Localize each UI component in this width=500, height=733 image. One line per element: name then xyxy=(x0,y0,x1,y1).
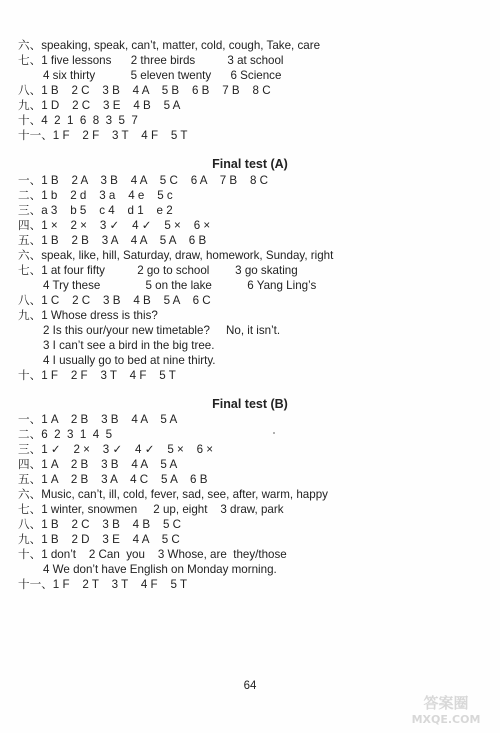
answer-line: 四、1 A 2 B 3 B 4 A 5 A xyxy=(18,458,178,471)
answer-line: 九、1 B 2 D 3 E 4 A 5 C xyxy=(18,533,180,546)
answer-line: 十一、1 F 2 T 3 T 4 F 5 T xyxy=(18,578,188,591)
answer-line: 4 We don’t have English on Monday morning. xyxy=(43,563,277,576)
answer-line: 2 Is this our/your new timetable? No, it isn’t. xyxy=(43,324,281,337)
answer-line: 4 Try these 5 on the lake 6 Yang Ling’s xyxy=(43,279,317,292)
answer-line: 一、1 B 2 A 3 B 4 A 5 C 6 A 7 B 8 C xyxy=(18,174,269,187)
answer-line: 二、6 2 3 1 4 5 xyxy=(18,428,113,441)
answer-line: 八、1 C 2 C 3 B 4 B 5 A 6 C xyxy=(18,294,211,307)
answer-line: 六、speak, like, hill, Saturday, draw, homework, Sunday, right xyxy=(18,249,334,262)
watermark-text-top: 答案圈 xyxy=(423,694,469,712)
answer-line: 七、1 winter, snowmen 2 up, eight 3 draw, park xyxy=(18,503,284,516)
answer-line: 十、1 don’t 2 Can you 3 Whose, are they/those xyxy=(18,548,287,561)
final-test-b-heading: Final test (B) xyxy=(212,397,288,411)
answer-line: 八、1 B 2 C 3 B 4 B 5 C xyxy=(18,518,182,531)
answer-line: 五、1 A 2 B 3 A 4 C 5 A 6 B xyxy=(18,473,208,486)
answer-line: 三、1 ✓ 2 × 3 ✓ 4 ✓ 5 × 6 × xyxy=(18,443,214,456)
speck-dot xyxy=(273,432,275,434)
answer-line: 4 I usually go to bed at nine thirty. xyxy=(43,354,216,367)
answer-line: 十一、1 F 2 F 3 T 4 F 5 T xyxy=(18,129,188,142)
watermark-text-bottom: MXQE.COM xyxy=(411,713,481,726)
answer-line: 六、Music, can’t, ill, cold, fever, sad, see, after, warm, happy xyxy=(18,488,328,501)
answer-line: 九、1 Whose dress is this? xyxy=(18,309,158,322)
watermark-logo xyxy=(400,691,492,727)
answer-line: 4 six thirty 5 eleven twenty 6 Science xyxy=(43,69,282,82)
answer-line: 一、1 A 2 B 3 B 4 A 5 A xyxy=(18,413,178,426)
answer-line: 二、1 b 2 d 3 a 4 e 5 c xyxy=(18,189,173,202)
answer-line: 五、1 B 2 B 3 A 4 A 5 A 6 B xyxy=(18,234,207,247)
answer-line: 3 I can’t see a bird in the big tree. xyxy=(43,339,215,352)
answer-line: 三、a 3 b 5 c 4 d 1 e 2 xyxy=(18,204,173,217)
answer-line: 四、1 × 2 × 3 ✓ 4 ✓ 5 × 6 × xyxy=(18,219,211,232)
answer-line: 六、speaking, speak, can’t, matter, cold, cough, Take, care xyxy=(18,39,321,52)
answer-line: 七、1 five lessons 2 three birds 3 at school xyxy=(18,54,284,67)
answer-line: 七、1 at four fifty 2 go to school 3 go skating xyxy=(18,264,298,277)
answer-line: 九、1 D 2 C 3 E 4 B 5 A xyxy=(18,99,181,112)
answer-line: 八、1 B 2 C 3 B 4 A 5 B 6 B 7 B 8 C xyxy=(18,84,271,97)
final-test-a-heading: Final test (A) xyxy=(212,157,288,171)
watermark-icon xyxy=(400,691,492,727)
page-number: 64 xyxy=(243,680,257,692)
answer-line: 十、4 2 1 6 8 3 5 7 xyxy=(18,114,138,127)
answer-line: 十、1 F 2 F 3 T 4 F 5 T xyxy=(18,369,176,382)
